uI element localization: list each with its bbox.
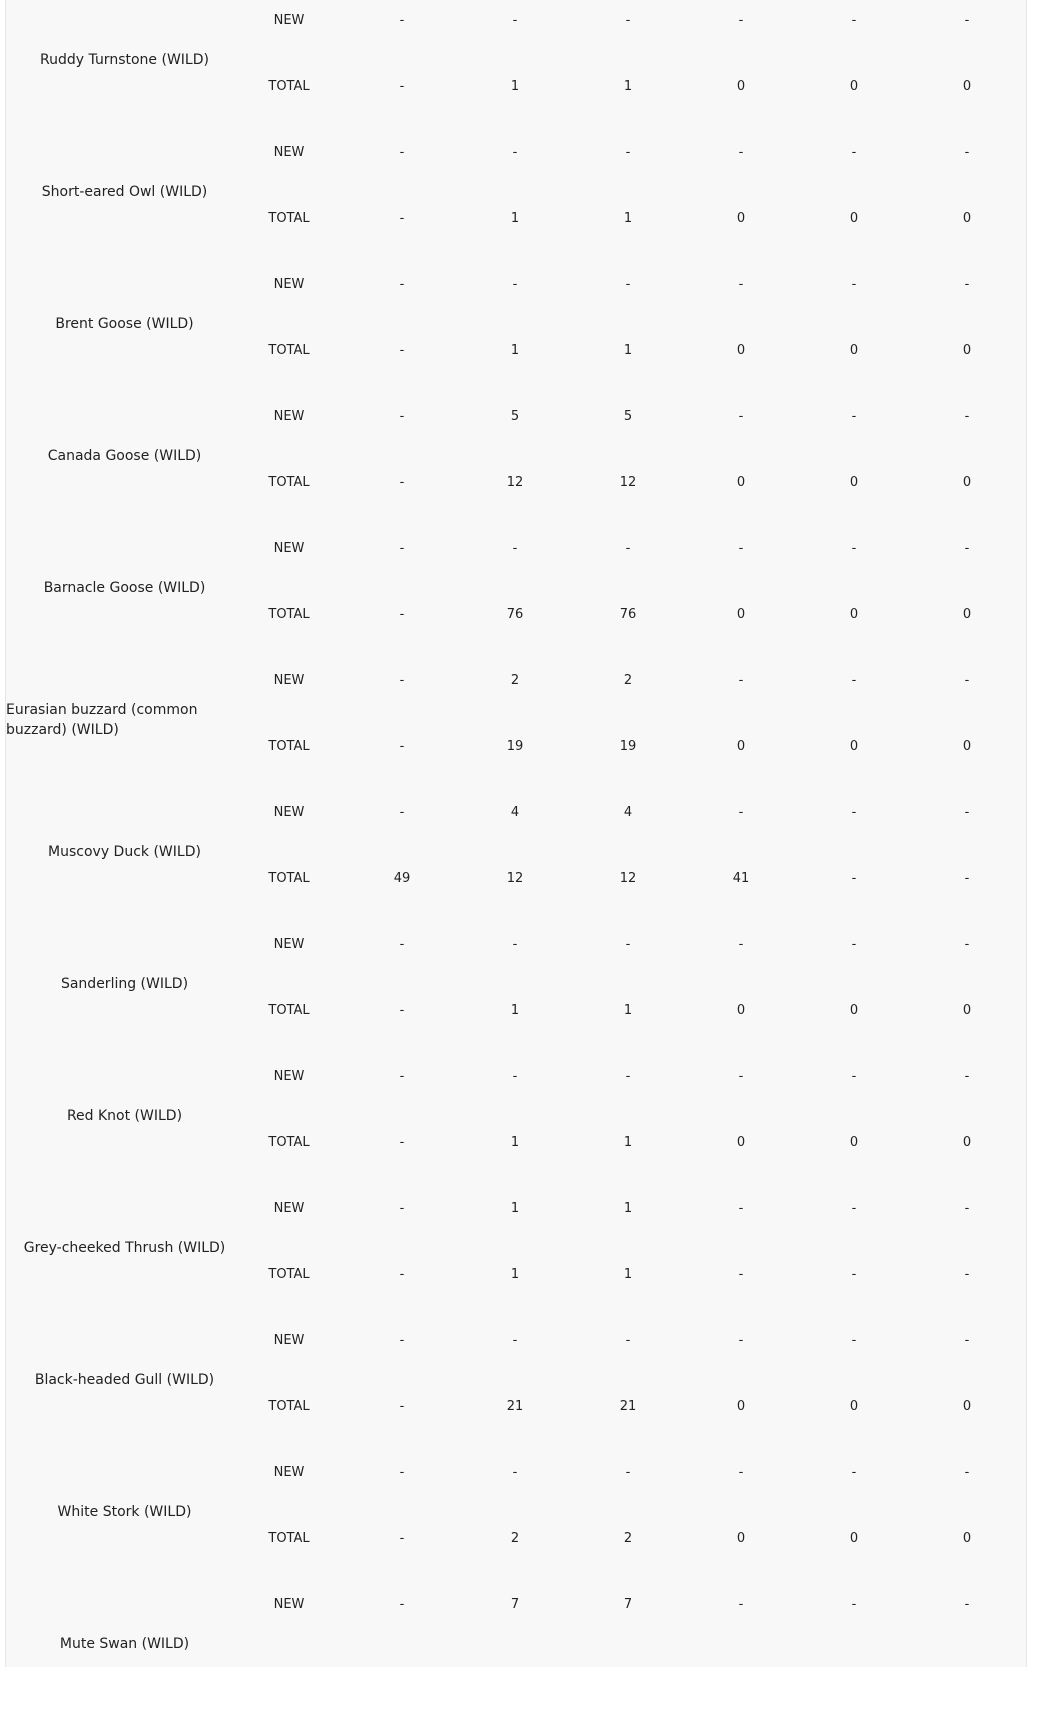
species-group [6, 1578, 1028, 1710]
table-cell: 0 [736, 1003, 746, 1018]
table-cell: - [851, 673, 857, 688]
total-row [6, 605, 1028, 625]
table-cell: - [851, 1069, 857, 1084]
table-cell: 0 [736, 1531, 746, 1546]
table-cell: - [738, 541, 744, 556]
table-cell: 0 [849, 739, 859, 754]
table-cell: - [851, 409, 857, 424]
table-cell: 49 [393, 871, 411, 886]
table-cell: - [964, 13, 970, 28]
new-row [6, 1463, 1028, 1483]
row-type-label: NEW [273, 541, 305, 556]
species-name: Grey-cheeked Thrush (WILD) [23, 1240, 226, 1256]
table-cell: 7 [510, 1597, 520, 1612]
table-cell: - [625, 1069, 631, 1084]
species-name: Brent Goose (WILD) [55, 316, 194, 332]
row-type-label: NEW [273, 1201, 305, 1216]
row-type-label: NEW [273, 145, 305, 160]
table-cell: - [399, 1003, 405, 1018]
table-cell: - [399, 1333, 405, 1348]
table-cell: 0 [962, 607, 972, 622]
table-cell: 0 [962, 1003, 972, 1018]
table-cell: - [738, 1069, 744, 1084]
species-group [6, 1446, 1028, 1578]
table-cell: - [625, 937, 631, 952]
new-row [6, 671, 1028, 691]
table-cell: - [512, 541, 518, 556]
table-cell: 0 [849, 79, 859, 94]
table-cell: - [964, 1201, 970, 1216]
row-type-label: NEW [273, 1465, 305, 1480]
species-group [6, 522, 1028, 654]
table-cell: - [512, 1465, 518, 1480]
species-group [6, 786, 1028, 918]
row-type-label: NEW [273, 13, 305, 28]
table-cell: - [851, 871, 857, 886]
table-cell: - [399, 1267, 405, 1282]
new-row [6, 803, 1028, 823]
table-cell: - [964, 1267, 970, 1282]
table-cell: 1 [623, 1135, 633, 1150]
table-cell: - [399, 1201, 405, 1216]
new-row [6, 11, 1028, 31]
new-row [6, 935, 1028, 955]
row-type-label: NEW [273, 1069, 305, 1084]
table-cell: 19 [506, 739, 524, 754]
species-name: Eurasian buzzard (common buzzard) (WILD) [6, 702, 198, 738]
table-cell: - [964, 805, 970, 820]
table-cell: - [399, 277, 405, 292]
table-cell: - [964, 1597, 970, 1612]
table-cell: - [851, 1333, 857, 1348]
table-cell: - [851, 277, 857, 292]
table-cell: 0 [736, 475, 746, 490]
row-type-label: TOTAL [268, 1399, 310, 1414]
table-cell: - [625, 1465, 631, 1480]
table-cell: 0 [736, 739, 746, 754]
table-cell: - [512, 145, 518, 160]
row-type-label: TOTAL [268, 1267, 310, 1282]
total-row [6, 77, 1028, 97]
table-cell: 5 [510, 409, 520, 424]
table-cell: 1 [510, 343, 520, 358]
table-cell: 1 [623, 1003, 633, 1018]
table-cell: - [738, 805, 744, 820]
table-cell: 7 [623, 1597, 633, 1612]
total-row [6, 473, 1028, 493]
table-cell: - [399, 541, 405, 556]
table-cell: 0 [849, 475, 859, 490]
table-cell: 2 [510, 1531, 520, 1546]
table-cell: 0 [736, 343, 746, 358]
row-type-label: TOTAL [268, 343, 310, 358]
table-cell: - [512, 1069, 518, 1084]
table-cell: - [399, 343, 405, 358]
table-cell: - [399, 1597, 405, 1612]
table-cell: - [399, 937, 405, 952]
new-row [6, 407, 1028, 427]
table-cell: 0 [849, 1135, 859, 1150]
new-row [6, 275, 1028, 295]
table-cell: - [399, 409, 405, 424]
table-cell: 1 [510, 1003, 520, 1018]
species-group [6, 390, 1028, 522]
new-row [6, 1595, 1028, 1615]
table-cell: - [738, 1333, 744, 1348]
new-row [6, 143, 1028, 163]
species-name: Ruddy Turnstone (WILD) [40, 52, 209, 68]
table-cell: - [625, 541, 631, 556]
table-cell: 12 [506, 475, 524, 490]
table-cell: - [399, 13, 405, 28]
table-cell: - [738, 277, 744, 292]
table-cell: - [399, 673, 405, 688]
table-cell: - [964, 1069, 970, 1084]
table-cell: 0 [736, 79, 746, 94]
table-cell: - [399, 79, 405, 94]
total-row [6, 1133, 1028, 1153]
table-cell: - [964, 937, 970, 952]
table-cell: 0 [849, 1003, 859, 1018]
species-group [6, 126, 1028, 258]
table-cell: 0 [849, 607, 859, 622]
table-cell: 21 [506, 1399, 524, 1414]
table-cell: - [964, 1333, 970, 1348]
table-cell: 1 [510, 1135, 520, 1150]
table-cell: 0 [849, 1399, 859, 1414]
total-row [6, 1529, 1028, 1549]
table-cell: - [399, 805, 405, 820]
total-row [6, 737, 1028, 757]
table-cell: 41 [732, 871, 750, 886]
table-cell: - [851, 541, 857, 556]
table-cell: 19 [619, 739, 637, 754]
total-row [6, 209, 1028, 229]
row-type-label: TOTAL [268, 79, 310, 94]
row-type-label: NEW [273, 1333, 305, 1348]
table-cell: - [399, 211, 405, 226]
total-row [6, 1001, 1028, 1021]
table-cell: - [851, 1201, 857, 1216]
species-name: Short-eared Owl (WILD) [41, 184, 208, 200]
row-type-label: NEW [273, 409, 305, 424]
table-cell: - [738, 1465, 744, 1480]
table-cell: 0 [962, 1135, 972, 1150]
species-group [6, 918, 1028, 1050]
table-cell: - [738, 409, 744, 424]
table-cell: 12 [506, 871, 524, 886]
row-type-label: NEW [273, 1597, 305, 1612]
table-cell: 0 [962, 475, 972, 490]
row-type-label: TOTAL [268, 607, 310, 622]
table-cell: 0 [962, 79, 972, 94]
row-type-label: NEW [273, 805, 305, 820]
table-cell: 4 [623, 805, 633, 820]
table-cell: - [512, 937, 518, 952]
table-cell: - [625, 145, 631, 160]
species-name: White Stork (WILD) [57, 1504, 192, 1520]
species-group [6, 1050, 1028, 1182]
table-cell: 0 [962, 343, 972, 358]
row-type-label: TOTAL [268, 739, 310, 754]
row-type-label: TOTAL [268, 871, 310, 886]
total-row [6, 869, 1028, 889]
table-cell: 1 [510, 1201, 520, 1216]
new-row [6, 1067, 1028, 1087]
table-cell: - [738, 1267, 744, 1282]
table-cell: - [512, 13, 518, 28]
row-type-label: NEW [273, 277, 305, 292]
table-cell: - [964, 277, 970, 292]
table-cell: - [964, 673, 970, 688]
table-cell: - [738, 145, 744, 160]
table-cell: 12 [619, 475, 637, 490]
table-cell: 5 [623, 409, 633, 424]
row-type-label: NEW [273, 937, 305, 952]
species-name: Sanderling (WILD) [60, 976, 189, 992]
species-name: Barnacle Goose (WILD) [43, 580, 206, 596]
table-cell: - [399, 1135, 405, 1150]
table-cell: 1 [623, 1267, 633, 1282]
table-cell: - [399, 1465, 405, 1480]
table-cell: 1 [623, 211, 633, 226]
table-cell: 0 [849, 1531, 859, 1546]
table-cell: 4 [510, 805, 520, 820]
table-cell: - [399, 475, 405, 490]
row-type-label: TOTAL [268, 211, 310, 226]
table-cell: - [399, 145, 405, 160]
new-row [6, 1199, 1028, 1219]
table-cell: - [851, 1465, 857, 1480]
row-type-label: TOTAL [268, 1135, 310, 1150]
table-cell: - [625, 13, 631, 28]
species-group [6, 0, 1028, 126]
table-cell: 76 [619, 607, 637, 622]
row-type-label: TOTAL [268, 1531, 310, 1546]
table-cell: 12 [619, 871, 637, 886]
species-group [6, 654, 1028, 786]
species-name: Canada Goose (WILD) [47, 448, 202, 464]
table-cell: 0 [962, 1399, 972, 1414]
table-cell: 0 [736, 1399, 746, 1414]
table-cell: 0 [849, 211, 859, 226]
table-cell: 1 [623, 343, 633, 358]
table-cell: - [738, 673, 744, 688]
table-cell: - [964, 541, 970, 556]
table-cell: - [851, 145, 857, 160]
table-cell: - [851, 805, 857, 820]
table-cell: - [512, 277, 518, 292]
table-cell: 0 [962, 211, 972, 226]
table-cell: - [399, 739, 405, 754]
table-cell: - [738, 13, 744, 28]
table-cell: 76 [506, 607, 524, 622]
table-cell: - [851, 1267, 857, 1282]
table-cell: 1 [510, 211, 520, 226]
table-cell: 1 [623, 79, 633, 94]
table-cell: - [399, 607, 405, 622]
table-cell: - [964, 145, 970, 160]
table-cell: 0 [736, 607, 746, 622]
table-cell: - [625, 1333, 631, 1348]
table-cell: - [399, 1531, 405, 1546]
total-row [6, 1397, 1028, 1417]
species-name: Mute Swan (WILD) [59, 1636, 190, 1652]
new-row [6, 1331, 1028, 1351]
species-statistics-table [5, 0, 1027, 1667]
table-cell: - [851, 937, 857, 952]
species-name: Red Knot (WILD) [66, 1108, 183, 1124]
table-cell: 21 [619, 1399, 637, 1414]
species-name: Black-headed Gull (WILD) [34, 1372, 215, 1388]
table-cell: 0 [849, 343, 859, 358]
table-cell: 2 [623, 673, 633, 688]
table-cell: - [399, 1399, 405, 1414]
table-cell: 0 [962, 739, 972, 754]
new-row [6, 539, 1028, 559]
table-cell: - [399, 1069, 405, 1084]
row-type-label: NEW [273, 673, 305, 688]
table-cell: - [625, 277, 631, 292]
table-cell: 0 [736, 1135, 746, 1150]
table-cell: - [964, 409, 970, 424]
table-cell: - [851, 13, 857, 28]
row-type-label: TOTAL [268, 1003, 310, 1018]
table-cell: 2 [623, 1531, 633, 1546]
table-cell: 0 [736, 211, 746, 226]
species-group [6, 258, 1028, 390]
table-cell: - [738, 1201, 744, 1216]
table-cell: - [964, 1465, 970, 1480]
table-cell: - [738, 937, 744, 952]
species-group [6, 1182, 1028, 1314]
total-row [6, 1265, 1028, 1285]
table-cell: 1 [623, 1201, 633, 1216]
row-type-label: TOTAL [268, 475, 310, 490]
table-cell: - [738, 1597, 744, 1612]
species-group [6, 1314, 1028, 1446]
table-cell: 2 [510, 673, 520, 688]
table-cell: 1 [510, 79, 520, 94]
table-cell: - [964, 871, 970, 886]
table-cell: - [512, 1333, 518, 1348]
species-name: Muscovy Duck (WILD) [48, 844, 201, 860]
table-cell: - [851, 1597, 857, 1612]
table-cell: 0 [962, 1531, 972, 1546]
total-row [6, 341, 1028, 361]
table-cell: 1 [510, 1267, 520, 1282]
